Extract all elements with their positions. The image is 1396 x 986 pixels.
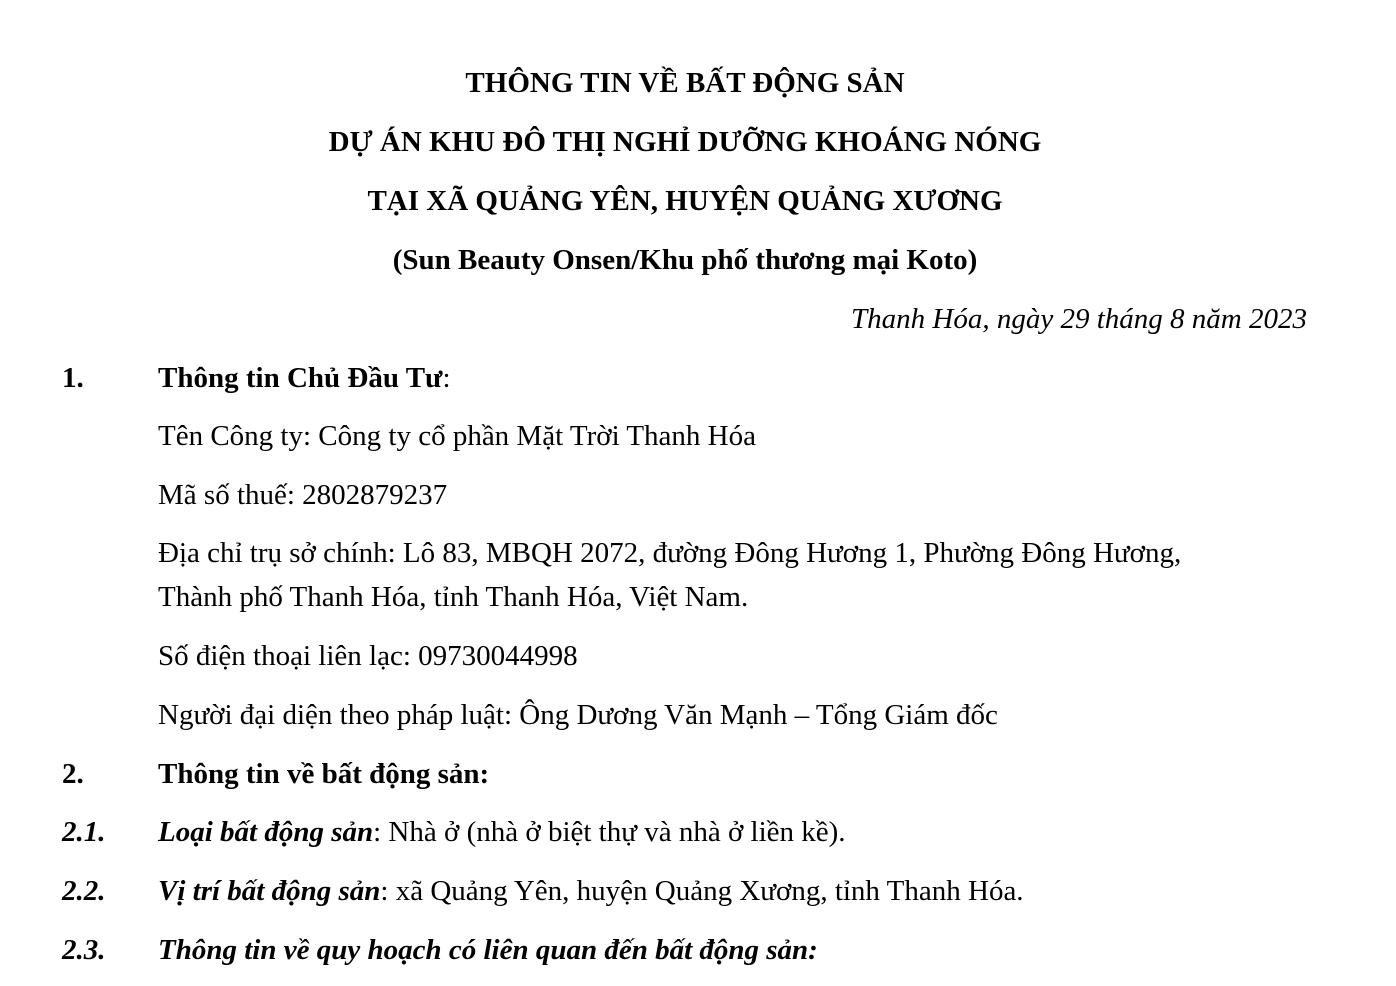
legal-representative: Người đại diện theo pháp luật: Ông Dương Văn Mạnh – Tổng Giám đốc [158,699,998,731]
document-title: THÔNG TIN VỀ BẤT ĐỘNG SẢN [465,67,905,99]
project-location-title: TẠI XÃ QUẢNG YÊN, HUYỆN QUẢNG XƯƠNG [367,185,1003,217]
section-1-heading-text: Thông tin Chủ Đầu Tư [158,362,443,394]
company-name: Tên Công ty: Công ty cổ phần Mặt Trời Thanh Hóa [158,420,756,452]
subsection-2-2 [158,875,1024,908]
project-subtitle: (Sun Beauty Onsen/Khu phố thương mại Koto) [392,244,978,276]
section-1-heading-colon: : [442,362,451,394]
company-address [158,531,1308,619]
document-date: Thanh Hóa, ngày 29 tháng 8 năm 2023 [851,303,1307,335]
subsection-2-3-number: 2.3. [62,934,106,966]
company-address-line-2: Thành phố Thanh Hóa, tỉnh Thanh Hóa, Việt Nam. [158,581,749,613]
subsection-2-1-text: : Nhà ở (nhà ở biệt thự và nhà ở liền kề). [373,816,846,848]
subsection-2-1-number: 2.1. [62,816,106,848]
subsection-2-1-label: Loại bất động sản [158,816,374,848]
project-title: DỰ ÁN KHU ĐÔ THỊ NGHỈ DƯỠNG KHOÁNG NÓNG [328,126,1042,158]
subsection-2-3-label: Thông tin về quy hoạch có liên quan đến bất động sản: [158,934,818,966]
phone-number: Số điện thoại liên lạc: 09730044998 [158,640,578,672]
tax-code: Mã số thuế: 2802879237 [158,479,448,511]
subsection-2-1 [158,816,846,849]
section-2-heading: Thông tin về bất động sản: [158,758,490,790]
section-1-heading [158,362,451,395]
section-2-number: 2. [62,758,84,790]
subsection-2-2-number: 2.2. [62,875,106,907]
subsection-2-3 [158,934,818,967]
section-1-number: 1. [62,362,84,394]
subsection-2-2-label: Vị trí bất động sản [158,875,381,907]
subsection-2-2-text: : xã Quảng Yên, huyện Quảng Xương, tỉnh Thanh Hóa. [380,875,1024,907]
company-address-line-1: Địa chỉ trụ sở chính: Lô 83, MBQH 2072, đường Đông Hương 1, Phường Đông Hương, [158,537,1182,569]
